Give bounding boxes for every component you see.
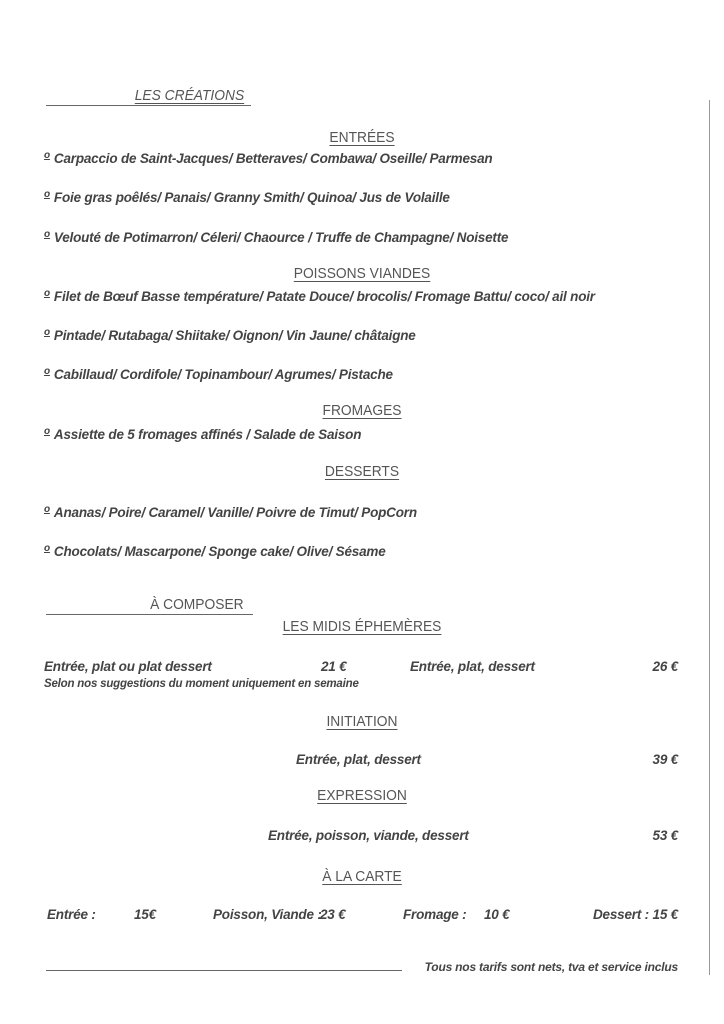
formula-label: Entrée, plat, dessert xyxy=(296,752,421,767)
bullet: o xyxy=(44,426,50,437)
bullet: o xyxy=(44,288,50,299)
bullet: o xyxy=(44,189,50,200)
bullet: o xyxy=(44,150,50,161)
menu-item: $^o$ Pintade/ Rutabaga/ Shiitake/ Oignon/ Vin Jaune/ châtaigne xyxy=(44,327,416,343)
heading-initiation: INITIATION xyxy=(326,713,398,730)
heading-entrees: ENTRÉES xyxy=(329,129,395,146)
formula-label: Entrée, plat ou plat dessert xyxy=(44,659,212,674)
carte-dessert: Dessert : 15 € xyxy=(592,907,678,922)
bullet: o xyxy=(44,504,50,515)
section-title-creations: LES CRÉATIONS xyxy=(134,87,245,104)
carte-price: 23 € xyxy=(320,907,346,922)
footer-note: Tous nos tarifs sont nets, tva et service inclus xyxy=(424,960,678,974)
heading-fromages: FROMAGES xyxy=(322,402,402,419)
formula-label: Entrée, poisson, viande, dessert xyxy=(268,828,469,843)
carte-price: 10 € xyxy=(484,907,510,922)
heading-desserts: DESSERTS xyxy=(324,463,400,480)
carte-label: Fromage : xyxy=(403,907,467,922)
formula-price: 53 € xyxy=(652,828,678,843)
formula-price: 39 € xyxy=(652,752,678,767)
formula-note: Selon nos suggestions du moment uniquement en semaine xyxy=(44,678,359,690)
divider xyxy=(46,105,251,106)
menu-item: $^o$ Assiette de 5 fromages affinés / Salade de Saison xyxy=(44,426,362,442)
bullet: o xyxy=(44,327,50,338)
section-title-composer: À COMPOSER xyxy=(150,596,244,613)
menu-item: $^o$ Velouté de Potimarron/ Céleri/ Chaource / Truffe de Champagne/ Noisette xyxy=(44,229,509,245)
divider xyxy=(46,614,253,615)
bullet: o xyxy=(44,366,50,377)
carte-price: 15€ xyxy=(134,907,156,922)
right-margin-line xyxy=(709,100,710,975)
formula-price: 26 € xyxy=(652,659,678,674)
heading-expression: EXPRESSION xyxy=(317,787,407,804)
carte-label: Entrée : xyxy=(47,907,96,922)
menu-item: $^o$ Ananas/ Poire/ Caramel/ Vanille/ Poivre de Timut/ PopCorn xyxy=(44,504,417,520)
bullet: o xyxy=(44,229,50,240)
menu-item: $^o$ Foie gras poêlés/ Panais/ Granny Smith/ Quinoa/ Jus de Volaille xyxy=(44,189,450,205)
menu-item: $^o$ Chocolats/ Mascarpone/ Sponge cake/ Olive/ Sésame xyxy=(44,543,386,559)
heading-a-la-carte: À LA CARTE xyxy=(322,868,402,885)
heading-midis: LES MIDIS ÉPHEMÈRES xyxy=(282,618,442,635)
formula-label: Entrée, plat, dessert xyxy=(410,659,535,674)
menu-item: $^o$ Cabillaud/ Cordifole/ Topinambour/ Agrumes/ Pistache xyxy=(44,366,393,382)
carte-label: Poisson, Viande : xyxy=(213,907,322,922)
bullet: o xyxy=(44,543,50,554)
menu-item: $^o$ Carpaccio de Saint-Jacques/ Betteraves/ Combawa/ Oseille/ Parmesan xyxy=(44,150,493,166)
heading-poissons-viandes: POISSONS VIANDES xyxy=(293,265,431,282)
formula-price: 21 € xyxy=(321,659,347,674)
divider xyxy=(46,970,402,971)
menu-item: $^o$ Filet de Bœuf Basse température/ Patate Douce/ brocolis/ Fromage Battu/ coco/ ail noir xyxy=(44,288,595,304)
